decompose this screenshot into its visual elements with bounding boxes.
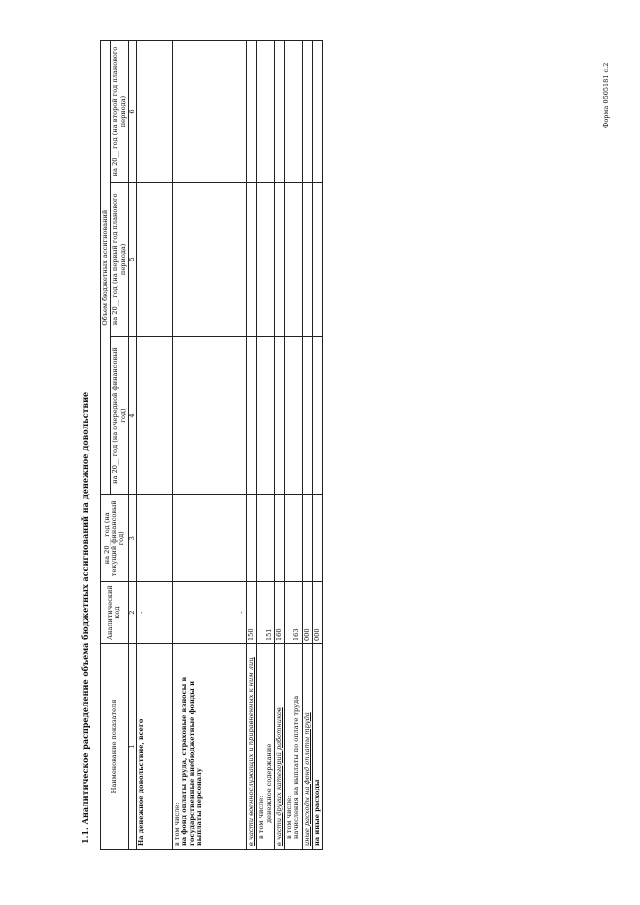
value-cell [173, 41, 247, 183]
column-number: 1 [128, 644, 136, 850]
value-cell [302, 183, 312, 337]
row-code: 150 [247, 582, 257, 644]
row-label-cell [257, 644, 275, 850]
table-row [274, 41, 284, 850]
value-cell [257, 495, 275, 582]
row-label: в части других категорий работников [274, 644, 284, 850]
value-cell [247, 336, 257, 495]
header-code: Аналитический код [101, 582, 129, 644]
value-cell [312, 41, 322, 183]
row-code: 000 [312, 582, 322, 644]
row-label: начисления на выплаты по оплате труда [292, 695, 301, 839]
value-cell [274, 495, 284, 582]
column-number: 5 [128, 183, 136, 337]
table-row [285, 41, 303, 850]
value-cell [274, 41, 284, 183]
value-cell [312, 183, 322, 337]
header-current-year: на 20__ год (на текущий финансовый год) [101, 495, 129, 582]
table-row [137, 41, 173, 850]
value-cell [312, 336, 322, 495]
row-label: на фонд оплаты труда, страховые взносы в государственные внебюджетные фонды и выплаты персоналу [180, 676, 203, 846]
value-cell [302, 495, 312, 582]
column-number: 4 [128, 336, 136, 495]
header-budget-group: Объем бюджетных ассигнований [101, 41, 111, 495]
row-label: денежное содержание [264, 743, 273, 823]
row-label: в том числе: [173, 802, 181, 846]
value-cell [302, 41, 312, 183]
row-label: в части военнослужащих и приравненных к ним лиц [247, 644, 257, 850]
value-cell [302, 336, 312, 495]
header-next-year: на 20__ год (на очередной финансовый год) [111, 336, 129, 495]
table-row [312, 41, 322, 850]
value-cell [247, 41, 257, 183]
value-cell [137, 183, 173, 337]
value-cell [285, 183, 303, 337]
table-row [257, 41, 275, 850]
column-number-row [128, 41, 136, 850]
value-cell [257, 336, 275, 495]
budget-table [100, 40, 323, 850]
value-cell [285, 495, 303, 582]
row-code: 163 [285, 582, 303, 644]
row-code: - [173, 582, 247, 644]
row-label-cell [173, 644, 247, 850]
section-title: 1.1. Аналитическое распределение объема бюджетных ассигнований на денежное довольствие [80, 391, 90, 844]
header-row-1 [101, 41, 111, 850]
value-cell [137, 41, 173, 183]
row-label: в том числе: [285, 795, 293, 839]
row-code: - [137, 582, 173, 644]
form-number: Форма 0505181 с.2 [602, 62, 610, 128]
value-cell [274, 183, 284, 337]
row-label: На денежное довольствие, всего [137, 644, 173, 850]
row-label: иные расходы на фонд оплаты труда [302, 644, 312, 850]
value-cell [137, 495, 173, 582]
value-cell [257, 41, 275, 183]
header-name: Наименование показателя [101, 644, 129, 850]
value-cell [173, 336, 247, 495]
rotated-sheet [80, 40, 320, 850]
column-number: 3 [128, 495, 136, 582]
row-code: 000 [302, 582, 312, 644]
header-plan-year-2: на 20__ год (на второй год планового периода) [111, 41, 129, 183]
value-cell [312, 495, 322, 582]
value-cell [173, 495, 247, 582]
value-cell [285, 41, 303, 183]
row-label: в том числе: [257, 795, 266, 839]
value-cell [247, 183, 257, 337]
row-label: на иные расходы [312, 644, 322, 850]
table-row [302, 41, 312, 850]
value-cell [247, 495, 257, 582]
table-row [173, 41, 247, 850]
value-cell [274, 336, 284, 495]
row-label-cell [285, 644, 303, 850]
row-code: 151 [257, 582, 275, 644]
value-cell [285, 336, 303, 495]
value-cell [173, 183, 247, 337]
column-number: 2 [128, 582, 136, 644]
header-plan-year-1: на 20__ год (на первый год планового периода) [111, 183, 129, 337]
table-row [247, 41, 257, 850]
value-cell [137, 336, 173, 495]
value-cell [257, 183, 275, 337]
column-number: 6 [128, 41, 136, 183]
row-code: 160 [274, 582, 284, 644]
